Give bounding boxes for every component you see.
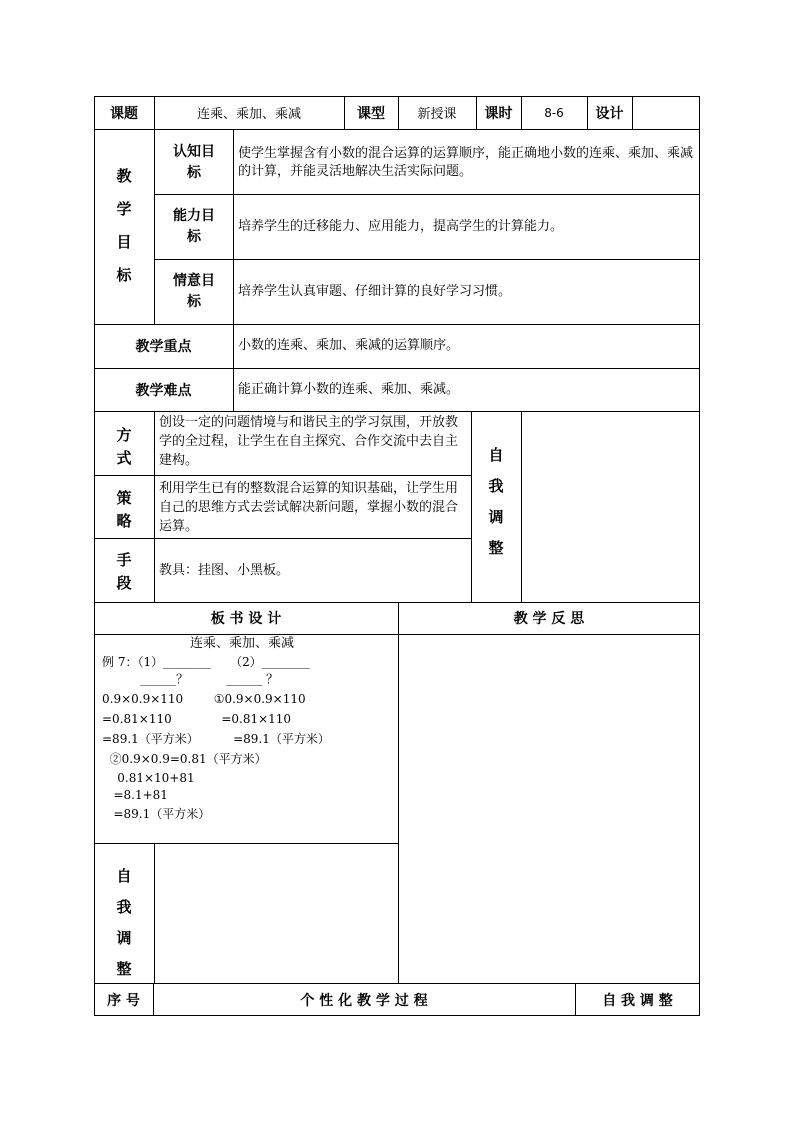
type-value: 新授课	[417, 107, 457, 122]
row-divider	[94, 634, 700, 635]
board-line: =89.1（平方米） =89.1（平方米）	[102, 732, 330, 746]
shouduan-label: 手 段	[116, 551, 132, 592]
col-divider	[521, 411, 522, 602]
fangshi-text: 创设一定的问题情境与和谐民主的学习氛围，开放教学的全过程，让学生在自主探究、合作交流中去自主建构。	[159, 415, 459, 468]
period-value: 8-6	[544, 105, 564, 120]
goals-char: 学	[116, 200, 132, 218]
board-line: ②0.9×0.9=0.81（平方米）	[102, 752, 267, 766]
type-label: 课型	[357, 105, 385, 122]
celue-text: 利用学生已有的整数混合运算的知识基础，让学生用自己的思维方式去尝试解决新问题，掌握小数的混合运算。	[159, 481, 459, 534]
row-divider	[154, 259, 700, 260]
board-line: 例 7：（1）________ （2）________	[102, 655, 310, 669]
difficulty-label: 教学难点	[135, 382, 192, 399]
row-divider	[154, 194, 700, 195]
footer-self-adjust-label: 自 我 调 整	[602, 992, 673, 1009]
col-divider	[154, 411, 155, 602]
col-divider	[154, 129, 155, 324]
row-divider	[94, 411, 700, 412]
goals-section-label	[94, 165, 154, 295]
knowledge-goal-label: 认知目标	[173, 143, 215, 181]
lesson-value: 连乘、乘加、乘减	[196, 107, 301, 122]
board-line: ______？ ______ ？	[102, 672, 279, 686]
goals-char: 教	[116, 167, 132, 185]
seq-label: 序 号	[107, 992, 140, 1009]
difficulty-text: 能正确计算小数的连乘、乘加、乘减。	[238, 382, 460, 397]
emotion-goal-label: 情意目标	[173, 272, 215, 310]
board-line: 0.81×10+81	[102, 771, 195, 785]
board-title: 连乘、乘加、乘减	[190, 636, 295, 651]
row-divider	[94, 538, 471, 539]
shouduan-text: 教具：挂图、小黑板。	[159, 563, 290, 578]
process-label: 个 性 化 教 学 过 程	[300, 992, 428, 1009]
ability-goal-text: 培养学生的迁移能力、应用能力，提高学生的计算能力。	[238, 219, 564, 234]
design-label: 设计	[595, 105, 624, 122]
key-point-label: 教学重点	[135, 339, 192, 355]
knowledge-goal-text: 使学生掌握含有小数的混合运算的运算顺序，能正确地小数的连乘、乘加、乘减的计算，并能灵活地解决生活实际问题。	[238, 146, 694, 179]
key-point-text: 小数的连乘、乘加、乘减的运算顺序。	[238, 338, 460, 353]
lesson-label: 课题	[110, 105, 138, 122]
design-value-blank	[632, 96, 700, 129]
col-divider	[398, 602, 399, 983]
col-divider	[233, 129, 234, 411]
reflection-label: 教 学 反 思	[513, 611, 585, 627]
board-design-label: 板 书 设 计	[210, 611, 282, 627]
methods-self-adjust-label: 自 我 调 整	[488, 446, 504, 557]
ability-goal-label: 能力目标	[173, 207, 215, 245]
row-divider	[94, 843, 398, 844]
board-self-adjust-label: 自 我 调 整	[116, 867, 132, 978]
board-line: =89.1（平方米）	[102, 807, 211, 821]
emotion-goal-text: 培养学生认真审题、仔细计算的良好学习习惯。	[238, 284, 512, 299]
period-label: 课时	[484, 105, 513, 122]
row-divider	[94, 475, 471, 476]
col-divider	[154, 843, 155, 983]
goals-char: 标	[116, 266, 132, 284]
goals-char: 目	[116, 233, 132, 251]
board-line: =8.1+81	[102, 788, 168, 802]
celue-label: 策 略	[116, 489, 132, 530]
fangshi-label: 方 式	[116, 426, 132, 467]
board-line: =0.81×110 =0.81×110	[102, 712, 292, 726]
board-line: 0.9×0.9×110 ①0.9×0.9×110	[102, 692, 306, 706]
